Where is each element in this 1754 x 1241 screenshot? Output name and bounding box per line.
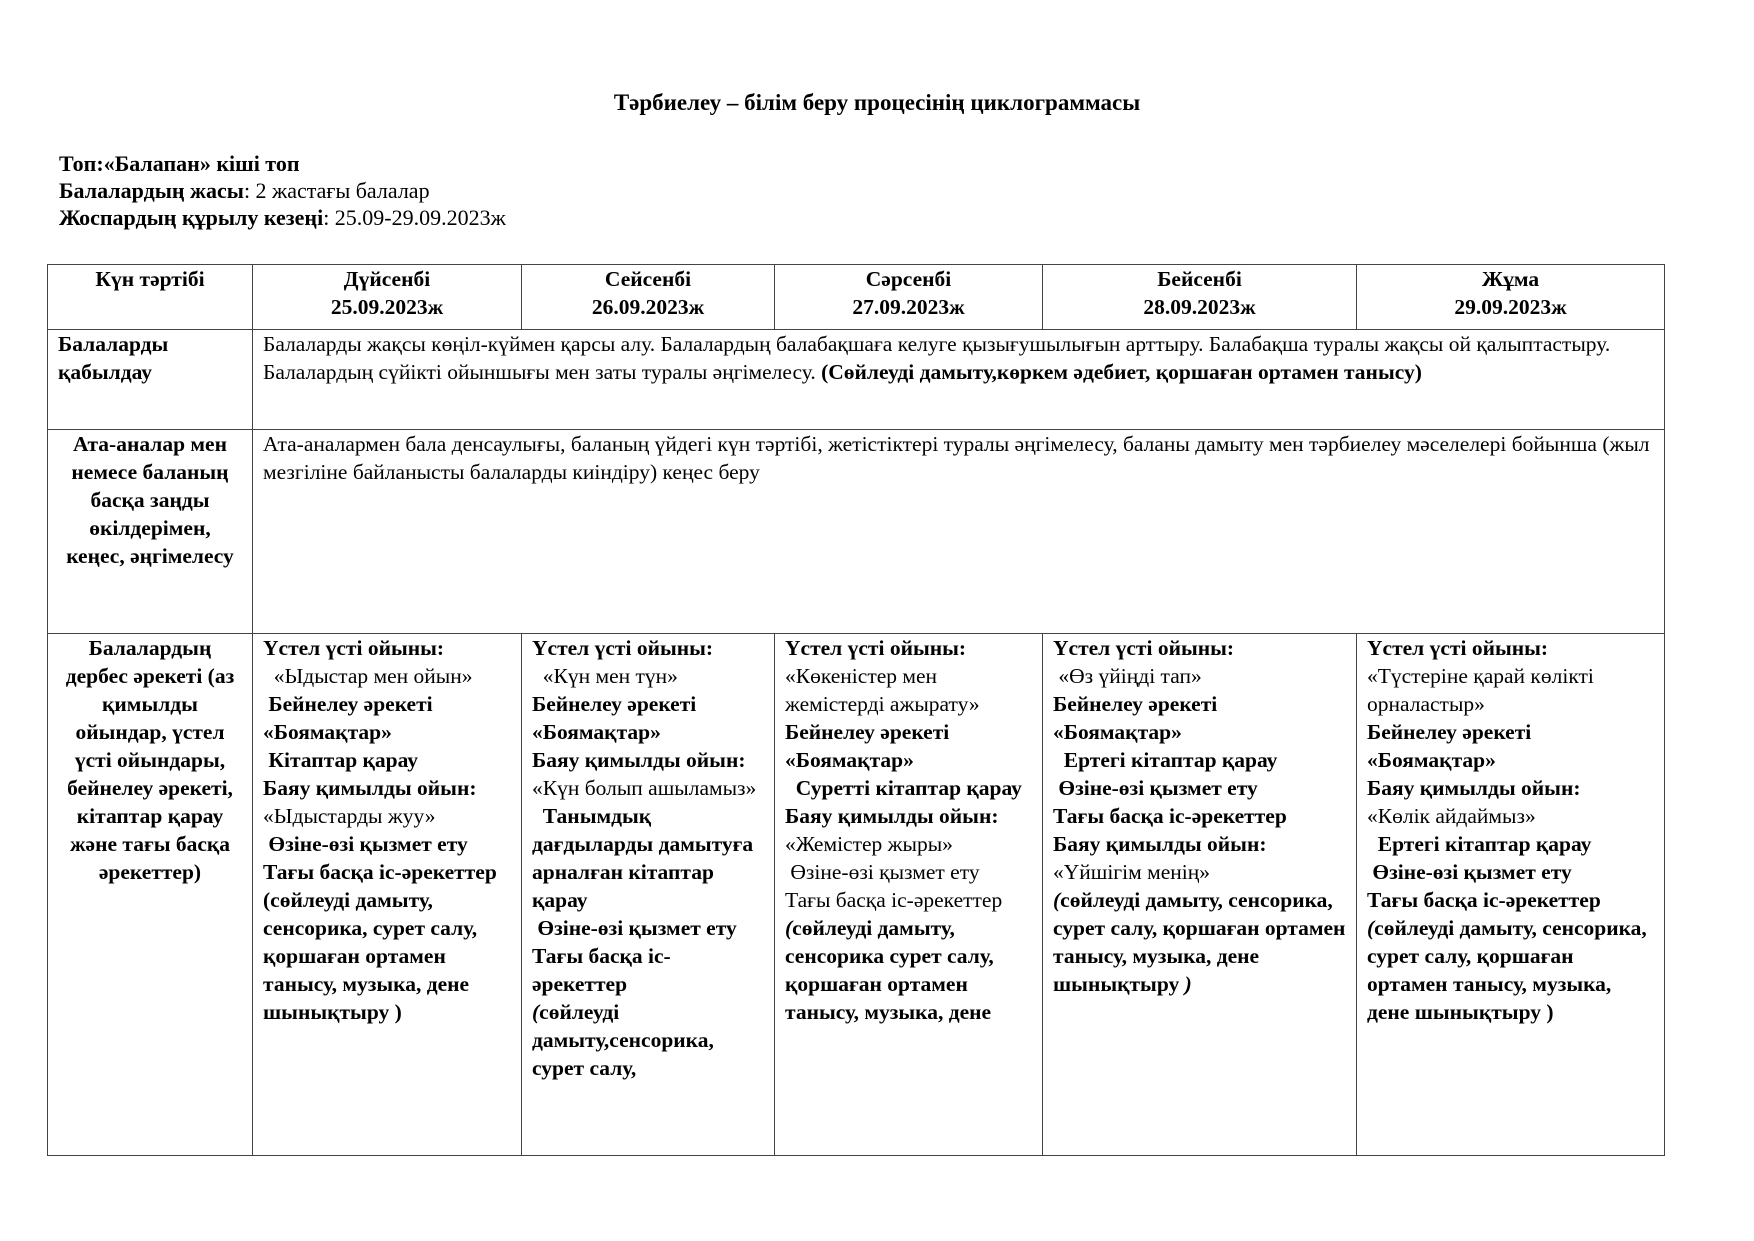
header-day-tue: Сейсенбі 26.09.2023ж bbox=[522, 265, 775, 330]
activity-fri: Үстел үсті ойыны: «Түстеріне қарай көлікті орналастыр» Бейнелеу әрекеті «Боямақтар» Баяу қимылды ойын: «Көлік айдаймыз» Ертегі кітаптар қарау Өзіне-өзі қызмет ету Тағы басқа іс-әрекеттер (сөйлеуді дамыту, сенсорика, сурет салу, қоршаған ортамен танысу, музыка, дене шынықтыру ) bbox=[1357, 634, 1665, 1156]
plan-meta bbox=[59, 150, 506, 231]
row-activity bbox=[48, 634, 1665, 1156]
activity-wed: Үстел үсті ойыны: «Көкеністер мен жемістерді ажырату» Бейнелеу әрекеті «Боямақтар» Суретті кітаптар қарау Баяу қимылды ойын: «Жемістер жыры» Өзіне-өзі қызмет ету Тағы басқа іс-әрекеттер (сөйлеуді дамыту, сенсорика сурет салу, қоршаған ортамен танысу, музыка, дене bbox=[775, 634, 1043, 1156]
row-parents-label: Ата-аналар мен немесе баланың басқа заңды өкілдерімен, кеңес, әңгімелесу bbox=[48, 430, 253, 634]
age-label: Балалардың жасы bbox=[59, 178, 244, 203]
age-value: : 2 жастағы балалар bbox=[243, 178, 430, 203]
schedule-table bbox=[47, 264, 1665, 1156]
group-line bbox=[59, 150, 506, 177]
row-reception bbox=[48, 330, 1665, 430]
header-day-mon: Дүйсенбі 25.09.2023ж bbox=[253, 265, 522, 330]
activity-thu: Үстел үсті ойыны: «Өз үйіңді тап» Бейнелеу әрекеті «Боямақтар» Ертегі кітаптар қарау Өзіне-өзі қызмет ету Тағы басқа іс-әрекеттер Баяу қимылды ойын: «Үйшігім менің» (сөйлеуді дамыту, сенсорика, сурет салу, қоршаған ортамен танысу, музыка, дене шынықтыру ) bbox=[1043, 634, 1357, 1156]
header-day-wed: Сәрсенбі 27.09.2023ж bbox=[775, 265, 1043, 330]
header-schedule: Күн тәртібі bbox=[48, 265, 253, 330]
period-line bbox=[59, 204, 506, 231]
header-day-thu: Бейсенбі 28.09.2023ж bbox=[1043, 265, 1357, 330]
row-reception-text: Балаларды жақсы көңіл-күймен қарсы алу. Балалардың балабақшаға келуге қызығушылығын арттыру. Балабақша туралы жақсы ой қалыптастыру. Балалардың сүйікті ойыншығы мен заты туралы әңгімелесу. (Сөйлеуді дамыту,көркем әдебиет, қоршаған ортамен танысу) bbox=[253, 330, 1665, 430]
row-parents bbox=[48, 430, 1665, 634]
row-activity-label: Балалардың дербес әрекеті (аз қимылды ойындар, үстел үсті ойындары, бейнелеу әрекеті, кітаптар қарау және тағы басқа әрекеттер) bbox=[48, 634, 253, 1156]
activity-tue: Үстел үсті ойыны: «Күн мен түн» Бейнелеу әрекеті «Боямақтар» Баяу қимылды ойын: «Күн болып ашыламыз» Танымдық дағдыларды дамытуға арналған кітаптар қарау Өзіне-өзі қызмет ету Тағы басқа іс-әрекеттер (сөйлеуді дамыту,сенсорика, сурет салу, bbox=[522, 634, 775, 1156]
activity-mon: Үстел үсті ойыны: «Ыдыстар мен ойын» Бейнелеу әрекеті «Боямақтар» Кітаптар қарау Баяу қимылды ойын: «Ыдыстарды жуу» Өзіне-өзі қызмет ету Тағы басқа іс-әрекеттер (сөйлеуді дамыту, сенсорика, сурет салу, қоршаған ортамен танысу, музыка, дене шынықтыру ) bbox=[253, 634, 522, 1156]
row-reception-label: Балаларды қабылдау bbox=[48, 330, 253, 430]
row-parents-text: Ата-аналармен бала денсаулығы, баланың үйдегі күн тәртібі, жетістіктері туралы әңгімелесу, баланы дамыту мен тәрбиелеу мәселелері бойынша (жыл мезгіліне байланысты балаларды киіндіру) кеңес беру bbox=[253, 430, 1665, 634]
period-label: Жоспардың құрылу кезеңі bbox=[59, 205, 324, 230]
page-title: Тәрбиелеу – білім беру процесінің циклограммасы bbox=[613, 90, 1141, 115]
header-row bbox=[48, 265, 1665, 330]
age-line bbox=[59, 177, 506, 204]
group-label: Топ:«Балапан» кіші топ bbox=[59, 151, 300, 176]
period-value: : 25.09-29.09.2023ж bbox=[323, 205, 506, 230]
header-day-fri: Жұма 29.09.2023ж bbox=[1357, 265, 1665, 330]
